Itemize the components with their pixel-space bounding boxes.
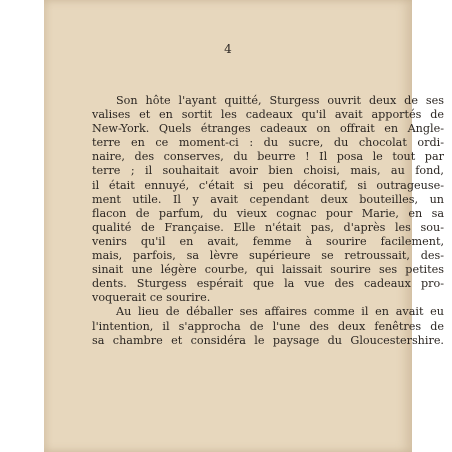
text-line: voquerait ce sourire. <box>92 291 211 305</box>
paragraph-1 <box>92 94 444 305</box>
text-line: mais, parfois, sa lèvre supérieure se retroussait, des- <box>92 249 444 263</box>
text-line: ment utile. Il y avait cependant deux bouteilles, un <box>92 192 444 206</box>
text-line: naire, des conserves, du beurre ! Il posa le tout par <box>92 150 444 164</box>
text-line: dents. Sturgess espérait que la vue des cadeaux pro- <box>92 277 444 291</box>
text-line: terre en ce moment-ci : du sucre, du chocolat ordi- <box>92 136 444 150</box>
text-line: New-York. Quels étranges cadeaux on offrait en Angle- <box>92 122 444 136</box>
paragraph-2 <box>92 305 444 347</box>
text-line: flacon de parfum, du vieux cognac pour Marie, en sa <box>92 206 444 220</box>
text-line: Au lieu de déballer ses affaires comme il en avait eu <box>116 305 444 319</box>
text-line: qualité de Française. Elle n'était pas, d'après les sou- <box>92 220 444 234</box>
text-line: sa chambre et considéra le paysage du Gloucestershire. <box>92 333 444 347</box>
text-line: terre ; il souhaitait avoir bien choisi, mais, au fond, <box>92 164 444 178</box>
text-line: l'intention, il s'approcha de l'une des deux fenêtres de <box>92 319 444 333</box>
text-line: il était ennuyé, c'était si peu décoratif, si outrageuse- <box>92 178 444 192</box>
text-line: Son hôte l'ayant quitté, Sturgess ouvrit deux de ses <box>116 94 444 107</box>
text-line: venirs qu'il en avait, femme à sourire facilement, <box>92 234 444 248</box>
body-text <box>92 94 444 348</box>
text-line: valises et en sortit les cadeaux qu'il avait apportés de <box>92 108 444 122</box>
page-number: 4 <box>224 42 232 56</box>
book-page <box>44 0 444 452</box>
text-line: sinait une légère courbe, qui laissait sourire ses petites <box>92 263 444 277</box>
